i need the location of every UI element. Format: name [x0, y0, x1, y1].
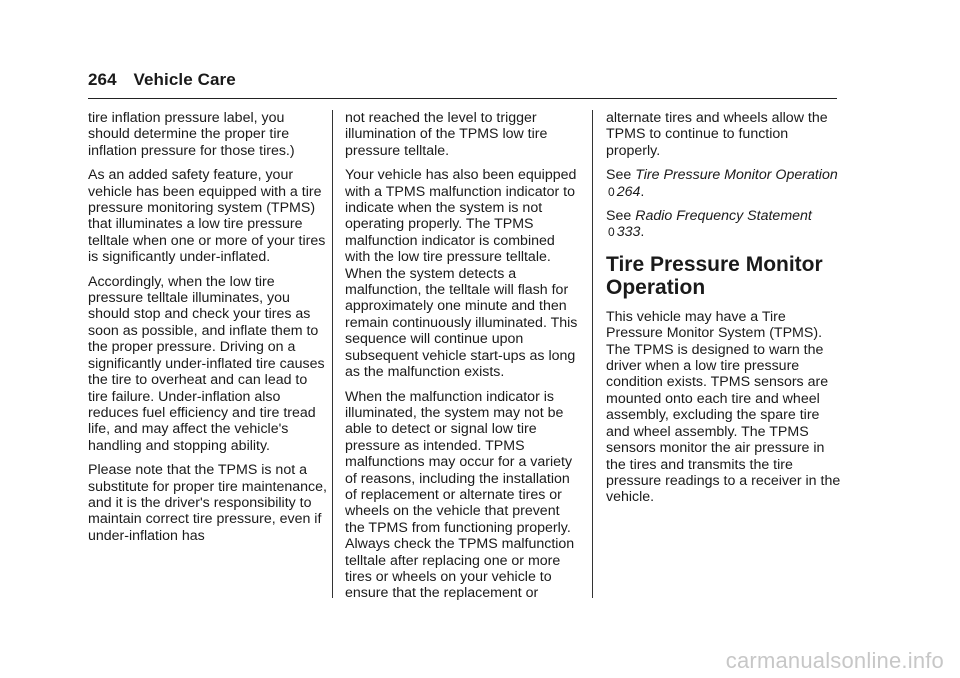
watermark: carmanualsonline.info [725, 648, 944, 673]
page-header [88, 70, 236, 90]
section-title: Tire Pressure Monitor Operation [606, 252, 823, 299]
paragraph: tire inflation pressure label, you should determine the proper tire inflation pressure for those tires.) [88, 110, 295, 159]
xref-title[interactable]: Radio Frequency Statement [635, 208, 812, 225]
paragraph: This vehicle may have a Tire Pressure Monitor System (TPMS). The TPMS is designed to warn the driver when a low tire pressure condition exists. TPMS sensors are mounted onto each tire and wheel assembly, excluding the spare tire and wheel assembly. The TPMS sensors monitor the air pressure in the tires and transmits the tire pressure readings to a receiver in the vehicle. [606, 308, 841, 506]
paragraph: When the malfunction indicator is illuminated, the system may not be able to detect or signal low tire pressure as intended. TPMS malfunctions may occur for a variety of reasons, including the installation of replacement or alternate tires or wheels on the vehicle that prevent the TPMS from functioning properly. Always check the TPMS malfunction telltale after replacing one or more tires or wheels on your vehicle to ensure that the replacement or [345, 388, 575, 602]
cross-reference[interactable]: See Tire Pressure Monitor Operation 0 264. [606, 167, 838, 200]
page-number: 264 [88, 70, 117, 89]
xref-page[interactable]: 264 [616, 183, 641, 200]
column-1 [88, 110, 328, 552]
header-rule [88, 98, 837, 99]
column-3 [606, 110, 846, 514]
page-ref-arrow-icon: 0 [608, 184, 615, 199]
xref-page[interactable]: 333 [616, 224, 641, 241]
cross-reference[interactable]: See Radio Frequency Statement 0 333. [606, 208, 812, 241]
paragraph: As an added safety feature, your vehicle has been equipped with a tire pressure monitoring system (TPMS) that illuminates a low tire pressure telltale when one or more of your tires is significantly under-inflated. [88, 167, 326, 266]
xref-title[interactable]: Tire Pressure Monitor Operation [635, 167, 838, 184]
paragraph: alternate tires and wheels allow the TPMS to continue to function properly. [606, 110, 828, 159]
column-divider [332, 110, 333, 598]
paragraph: Please note that the TPMS is not a substitute for proper tire maintenance, and it is the driver's responsibility to maintain correct tire pressure, even if under-inflation has [88, 462, 327, 544]
column-2 [345, 110, 583, 610]
section-name: Vehicle Care [133, 70, 236, 89]
paragraph: Your vehicle has also been equipped with a TPMS malfunction indicator to indicate when the system is not operating properly. The TPMS malfunction indicator is combined with the low tire pressure telltale. When the system detects a malfunction, the telltale will flash for approximately one minute and then remain continuously illuminated. This sequence will continue upon subsequent vehicle start-ups as long as the malfunction exists. [345, 167, 578, 381]
paragraph: Accordingly, when the low tire pressure telltale illuminates, you should stop and check your tires as soon as possible, and inflate them to the proper pressure. Driving on a significantly under-inflated tire causes the tire to overheat and can lead to tire failure. Under-inflation also reduces fuel efficiency and tire tread life, and may affect the vehicle's handling and stopping ability. [88, 273, 325, 454]
column-divider [592, 110, 593, 598]
page-ref-arrow-icon: 0 [608, 225, 615, 240]
paragraph: not reached the level to trigger illumination of the TPMS low tire pressure telltale. [345, 110, 548, 159]
